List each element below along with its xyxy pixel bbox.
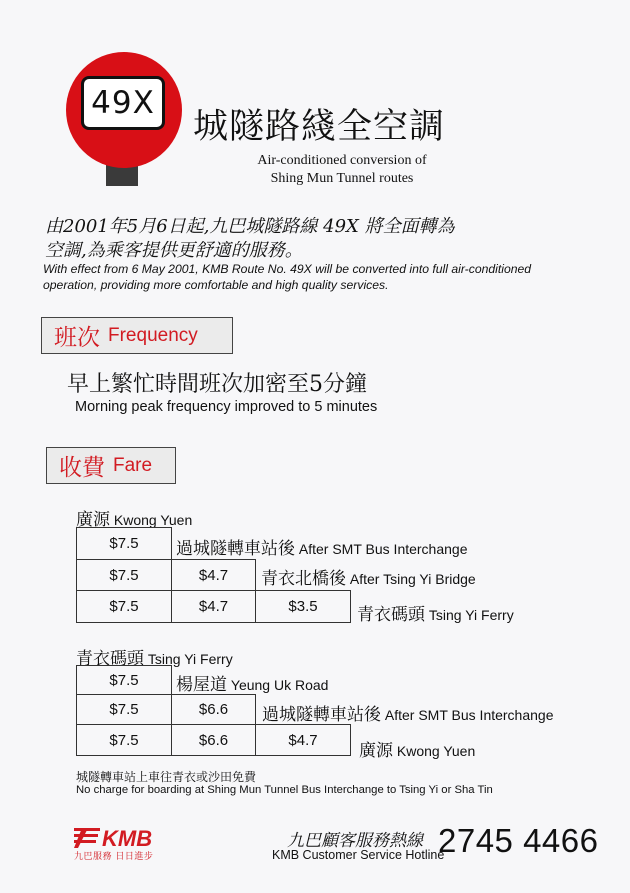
fare-destination [359,736,475,761]
free-interchange-note-zh: 城隧轉車站上車往青衣或沙田免費 [76,770,257,784]
fare-heading-zh: 收費 [59,455,105,481]
frequency-heading-zh: 班次 [54,325,100,351]
origin-en: Tsing Yi Ferry [147,651,233,667]
fare-heading [46,447,176,484]
page-title: 城隧路綫全空調 [193,107,446,147]
destination-zh: 青衣北橋後 [261,569,346,589]
fare-cell: $4.7 [171,590,256,623]
destination-zh: 青衣碼頭 [357,605,425,625]
fare-cell: $7.5 [76,665,172,695]
fare-destination [176,670,328,695]
fare-cell: $7.5 [76,590,172,623]
hotline-number: 2745 4466 [438,822,599,859]
kmb-tagline: 九巴服務 日日進步 [74,852,154,862]
intro-en-line-2: operation, providing more comfortable and high quality services. [43,278,389,292]
fare-heading-en: Fare [113,454,153,476]
fare-cell: $4.7 [255,724,351,756]
intro-zh-line-1: 由2001年5月6日起,九巴城隧路線 49X 將全面轉為 [45,216,455,237]
destination-en: After Tsing Yi Bridge [349,571,476,587]
destination-en: Kwong Yuen [396,743,476,759]
intro-zh-line-2: 空調,為乘客提供更舒適的服務。 [45,240,303,261]
frequency-heading [41,317,233,354]
frequency-text-zh: 早上繁忙時間班次加密至5分鐘 [67,372,367,397]
fare-cell: $7.5 [76,724,172,756]
origin-zh: 青衣碼頭 [76,649,144,669]
route-number-plate: 49X [81,76,165,130]
destination-zh: 廣源 [359,741,393,761]
destination-en: After SMT Bus Interchange [384,707,554,723]
destination-en: After SMT Bus Interchange [298,541,468,557]
frequency-heading-en: Frequency [108,324,198,346]
origin-zh: 廣源 [76,510,110,530]
destination-zh: 過城隧轉車站後 [176,539,295,559]
fare-cell: $3.5 [255,590,351,623]
fare-cell: $4.7 [171,559,256,591]
destination-en: Tsing Yi Ferry [428,607,514,623]
fare-cell: $6.6 [171,724,256,756]
kmb-logo-text: KMB [102,826,153,851]
destination-en: Yeung Uk Road [230,677,329,693]
subtitle-line-1: Air-conditioned conversion of [257,153,427,168]
hotline-label-zh: 九巴顧客服務熱線 [287,831,423,851]
fare-cell: $6.6 [171,694,256,725]
subtitle-line-2: Shing Mun Tunnel routes [270,171,414,186]
fare-destination [357,600,514,625]
fare-cell: $7.5 [76,694,172,725]
hotline-label-en: KMB Customer Service Hotline [272,848,445,862]
frequency-text-en: Morning peak frequency improved to 5 minutes [75,399,378,415]
free-interchange-note-en: No charge for boarding at Shing Mun Tunnel Bus Interchange to Tsing Yi or Sha Tin [76,784,493,796]
destination-zh: 楊屋道 [176,675,227,695]
fare-destination [262,700,554,725]
fare-destination [176,534,468,559]
intro-en-line-1: With effect from 6 May 2001, KMB Route No. 49X will be converted into full air-conditioned [43,262,532,276]
fare-cell: $7.5 [76,527,172,560]
fare-cell: $7.5 [76,559,172,591]
destination-zh: 過城隧轉車站後 [262,705,381,725]
fare-destination [261,564,476,589]
origin-en: Kwong Yuen [113,512,193,528]
